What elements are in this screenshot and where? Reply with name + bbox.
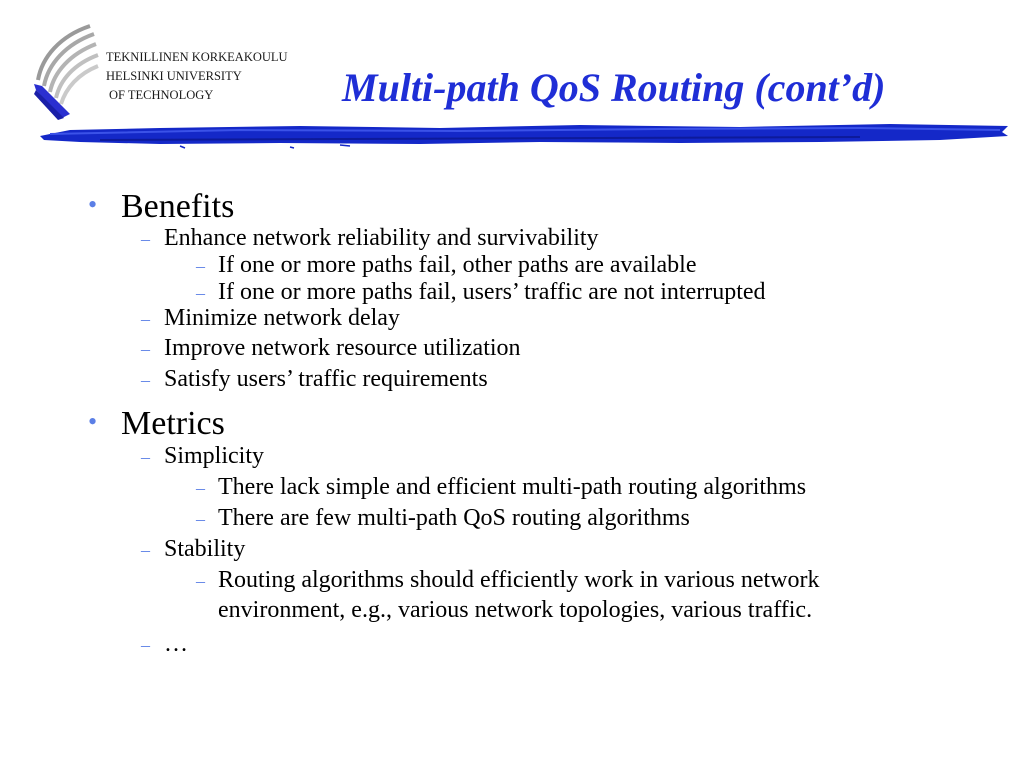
dash-icon: – [196,571,205,591]
dash-icon: – [141,447,150,467]
list-item: environment, e.g., various network topologies, various traffic. [218,597,813,623]
list-item: If one or more paths fail, other paths are available [218,252,697,278]
dash-icon: – [141,540,150,560]
university-name-line: TEKNILLINEN KORKEAKOULU [106,50,288,64]
list-item: There lack simple and efficient multi-path routing algorithms [218,474,807,500]
dash-icon: – [196,256,205,276]
list-item: If one or more paths fail, users’ traffic are not interrupted [218,279,766,305]
dash-icon: – [141,229,150,249]
bullet-icon: • [88,407,98,436]
dash-icon: – [141,309,150,329]
dash-icon: – [141,635,150,655]
bullet-heading: Benefits [121,188,235,225]
slide-title: Multi-path QoS Routing (cont’d) [342,65,886,110]
list-item: Minimize network delay [164,305,400,331]
dash-icon: – [141,339,150,359]
dash-icon: – [196,509,205,529]
list-item: There are few multi-path QoS routing algorithms [218,505,690,531]
list-item: Simplicity [164,443,265,469]
list-item: Enhance network reliability and survivability [164,225,599,251]
list-item: … [164,631,188,657]
dash-icon: – [196,283,205,303]
bullet-icon: • [88,190,98,219]
list-item: Improve network resource utilization [164,335,521,361]
dash-icon: – [196,478,205,498]
list-item: Satisfy users’ traffic requirements [164,366,488,392]
university-name-line: OF TECHNOLOGY [109,88,214,102]
dash-icon: – [141,370,150,390]
university-name-line: HELSINKI UNIVERSITY [106,69,242,83]
bullet-heading: Metrics [121,405,225,442]
list-item: Stability [164,536,246,562]
list-item: Routing algorithms should efficiently work in various network [218,567,820,593]
